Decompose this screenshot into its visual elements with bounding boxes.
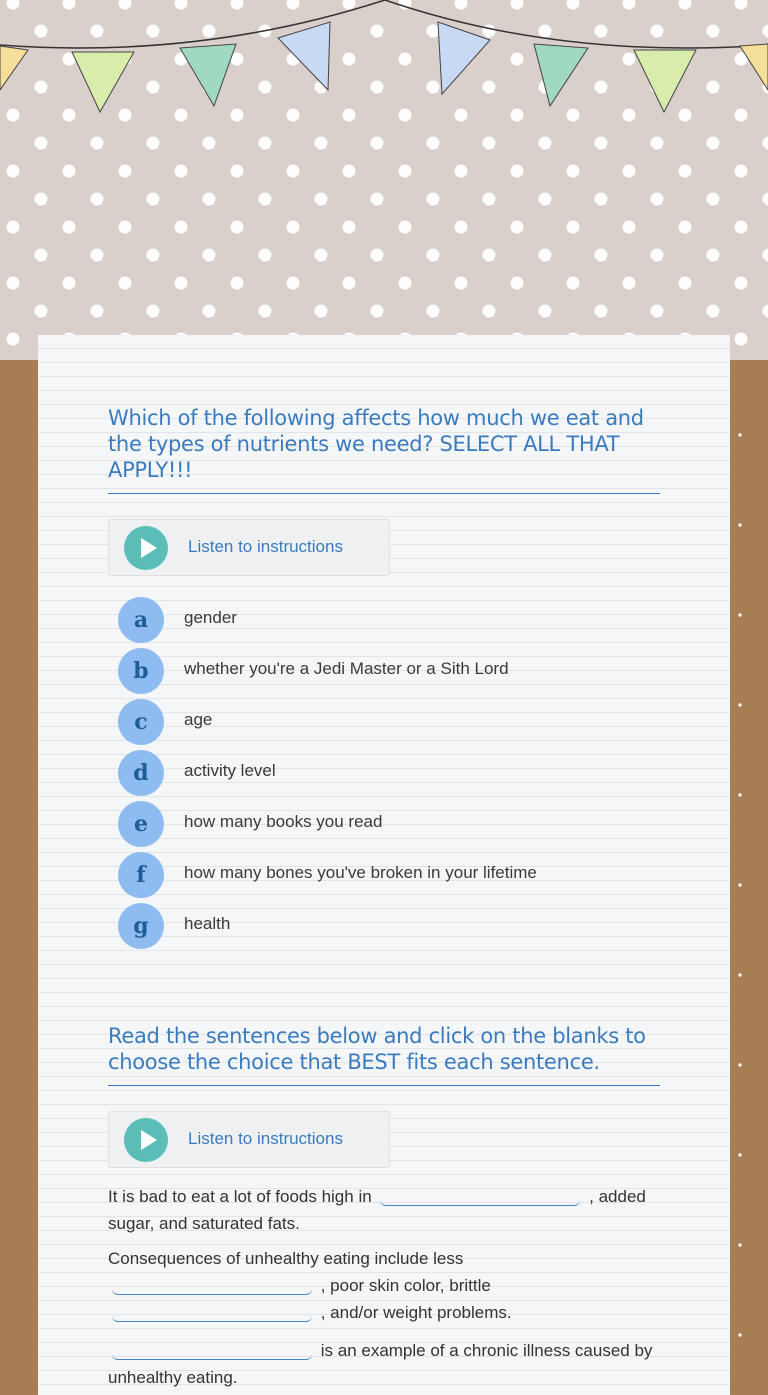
play-icon[interactable] [124,1118,168,1162]
choice-a[interactable] [118,595,678,646]
question2-title: Read the sentences below and click on the blanks to choose the choice that BEST fits each sentence. [108,1023,660,1086]
listen-instructions-button[interactable] [108,519,390,576]
sentence-2 [108,1245,668,1326]
choice-d[interactable] [118,748,678,799]
sentence-text: is an example of a chronic illness caused by unhealthy eating. [108,1341,653,1387]
listen-label[interactable]: Listen to instructions [188,537,343,556]
choice-letter[interactable]: f [118,852,164,898]
bunting-decoration [0,0,768,130]
sentence-1 [108,1183,668,1237]
dropdown-blank[interactable] [112,1305,312,1322]
choice-letter[interactable]: a [118,597,164,643]
choice-text[interactable]: how many bones you've broken in your lifetime [184,863,537,882]
listen-label[interactable]: Listen to instructions [188,1129,343,1148]
sentence-text: , added sugar, and saturated fats. [108,1187,646,1233]
choice-text[interactable]: how many books you read [184,812,383,831]
play-icon[interactable] [124,526,168,570]
choice-text[interactable]: whether you're a Jedi Master or a Sith Lord [184,659,509,678]
choice-text[interactable]: health [184,914,231,933]
choice-f[interactable] [118,850,678,901]
choice-text[interactable]: activity level [184,761,276,780]
choice-letter[interactable]: d [118,750,164,796]
choice-b[interactable] [118,646,678,697]
choice-e[interactable] [118,799,678,850]
sentence-text: It is bad to eat a lot of foods high in [108,1187,372,1206]
choice-letter[interactable]: e [118,801,164,847]
choice-text[interactable]: gender [184,608,237,627]
sentence-text: Consequences of unhealthy eating include less [108,1249,464,1268]
sentence-3 [108,1337,668,1391]
choice-g[interactable] [118,901,678,952]
choice-letter[interactable]: b [118,648,164,694]
choice-letter[interactable]: c [118,699,164,745]
sentence-text: , and/or weight problems. [320,1303,512,1322]
listen-instructions-button[interactable] [108,1111,390,1168]
choice-c[interactable] [118,697,678,748]
sentence-text: , poor skin color, brittle [320,1276,491,1295]
worksheet-paper [38,335,730,1395]
choice-letter[interactable]: g [118,903,164,949]
choice-list [118,595,678,952]
choice-text[interactable]: age [184,710,213,729]
dropdown-blank[interactable] [112,1278,312,1295]
dropdown-blank[interactable] [112,1343,312,1360]
question1-title: Which of the following affects how much we eat and the types of nutrients we need? SELECT ALL THAT APPLY!!! [108,405,660,494]
dropdown-blank[interactable] [380,1189,580,1206]
